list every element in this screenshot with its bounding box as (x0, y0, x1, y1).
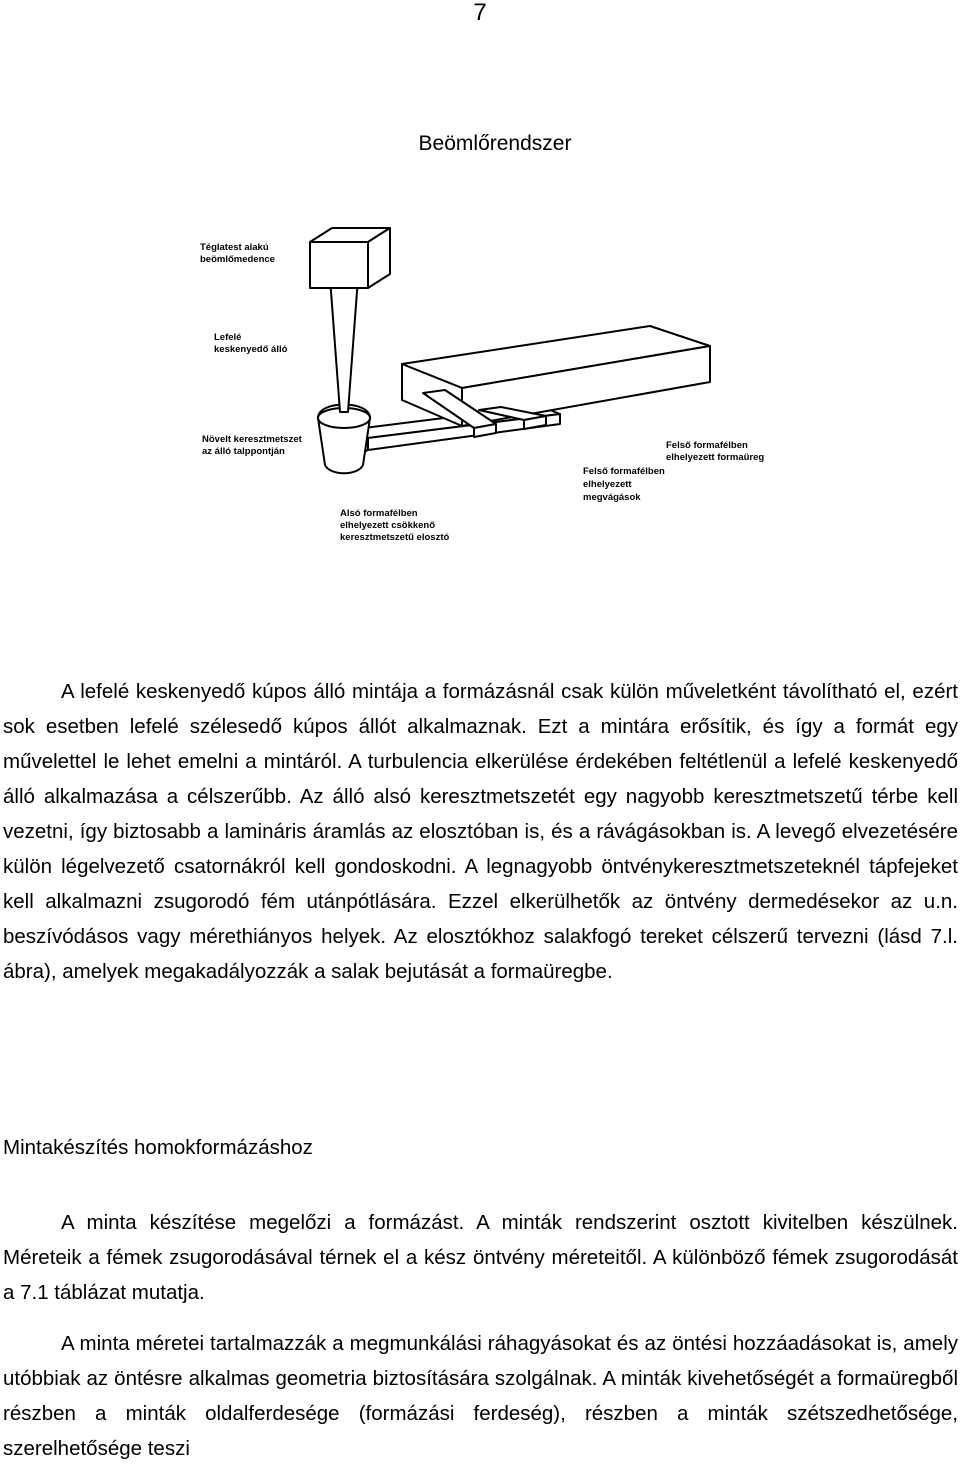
section-title: Beömlőrendszer (418, 132, 572, 155)
fig-label: Felső formafélben (583, 466, 665, 477)
subsection-heading: Mintakészítés homokformázáshoz (3, 1136, 313, 1159)
paragraph-text: A lefelé keskenyedő kúpos álló mintája a formázásnál csak külön műveletként távolítható el, ezért sok esetben lefelé szélesedő kúpos állót alkalmaznak. Ezt a mintára erősítik, és így a formát egy művelettel le lehet emelni a mintáról. A turbulencia elkerülése érdekében feltétlenül a lefelé keskenyedő álló alkalmazása a célszerűbb. Az álló alsó keresztmetszetét egy nagyobb keresztmetszetű térbe kell vezetni, így biztosabb a lamináris áramlás az elosztóban is, és a rávágásokban is. A levegő elvezetésére külön légelvezető csatornákról kell gondoskodni. A legnagyobb öntvénykeresztmetszeteknél tápfejeket kell alkalmazni zsugorodó fém utánpótlására. Ezzel elkerülhetők az öntvény dermedésekor az u.n. beszívódásos vagy mérethiányos helyek. Az elosztókhoz salakfogó tereket célszerű tervezni (lásd 7.l. ábra), amelyek megakadályozzák a salak bejutását a formaüregbe. (3, 680, 958, 983)
paragraph-text: A minta készítése megelőzi a formázást. A minták rendszerint osztott kivitelben készülnek. Méreteik a fémek zsugorodásával térnek el a kész öntvény méreteitől. A különböző fémek zsugorodását a 7.1 táblázat mutatja. (3, 1211, 958, 1304)
fig-label: keresztmetszetű elosztó (340, 532, 450, 543)
fig-label: Téglatest alakú (200, 242, 269, 253)
paragraph-sprue-design (3, 674, 958, 989)
fig-label: Lefelé (214, 332, 242, 343)
gating-system-figure (180, 200, 790, 570)
fig-label: beömlőmedence (200, 254, 275, 265)
fig-label: Felső formafélben (666, 440, 748, 451)
paragraph-text: A minta méretei tartalmazzák a megmunkálási ráhagyásokat és az öntési hozzáadásokat is, amely utóbbiak az öntésre alkalmas geometria biztosítására szolgálnak. A minták kivehetőségét a formaüregből részben a minták oldalferdesége (formázási ferdeség), részben a minták szétszedhetősége, szerelhetősége teszi (3, 1332, 958, 1460)
fig-label: Alsó formafélben (340, 508, 418, 519)
fig-label: az álló talppontján (202, 446, 285, 457)
page-number: 7 (473, 0, 487, 26)
fig-label: megvágások (583, 492, 641, 503)
fig-label: elhelyezett (583, 479, 632, 490)
paragraph-pattern-making (3, 1205, 958, 1310)
gating-system-drawing (180, 200, 790, 570)
fig-label: keskenyedő álló (214, 344, 288, 355)
tapered-sprue (330, 278, 358, 412)
fig-label: elhelyezett formaüreg (666, 452, 765, 463)
fig-label: Növelt keresztmetszet (202, 434, 302, 445)
fig-label: elhelyezett csökkenő (340, 520, 436, 531)
paragraph-pattern-dimensions (3, 1326, 958, 1466)
